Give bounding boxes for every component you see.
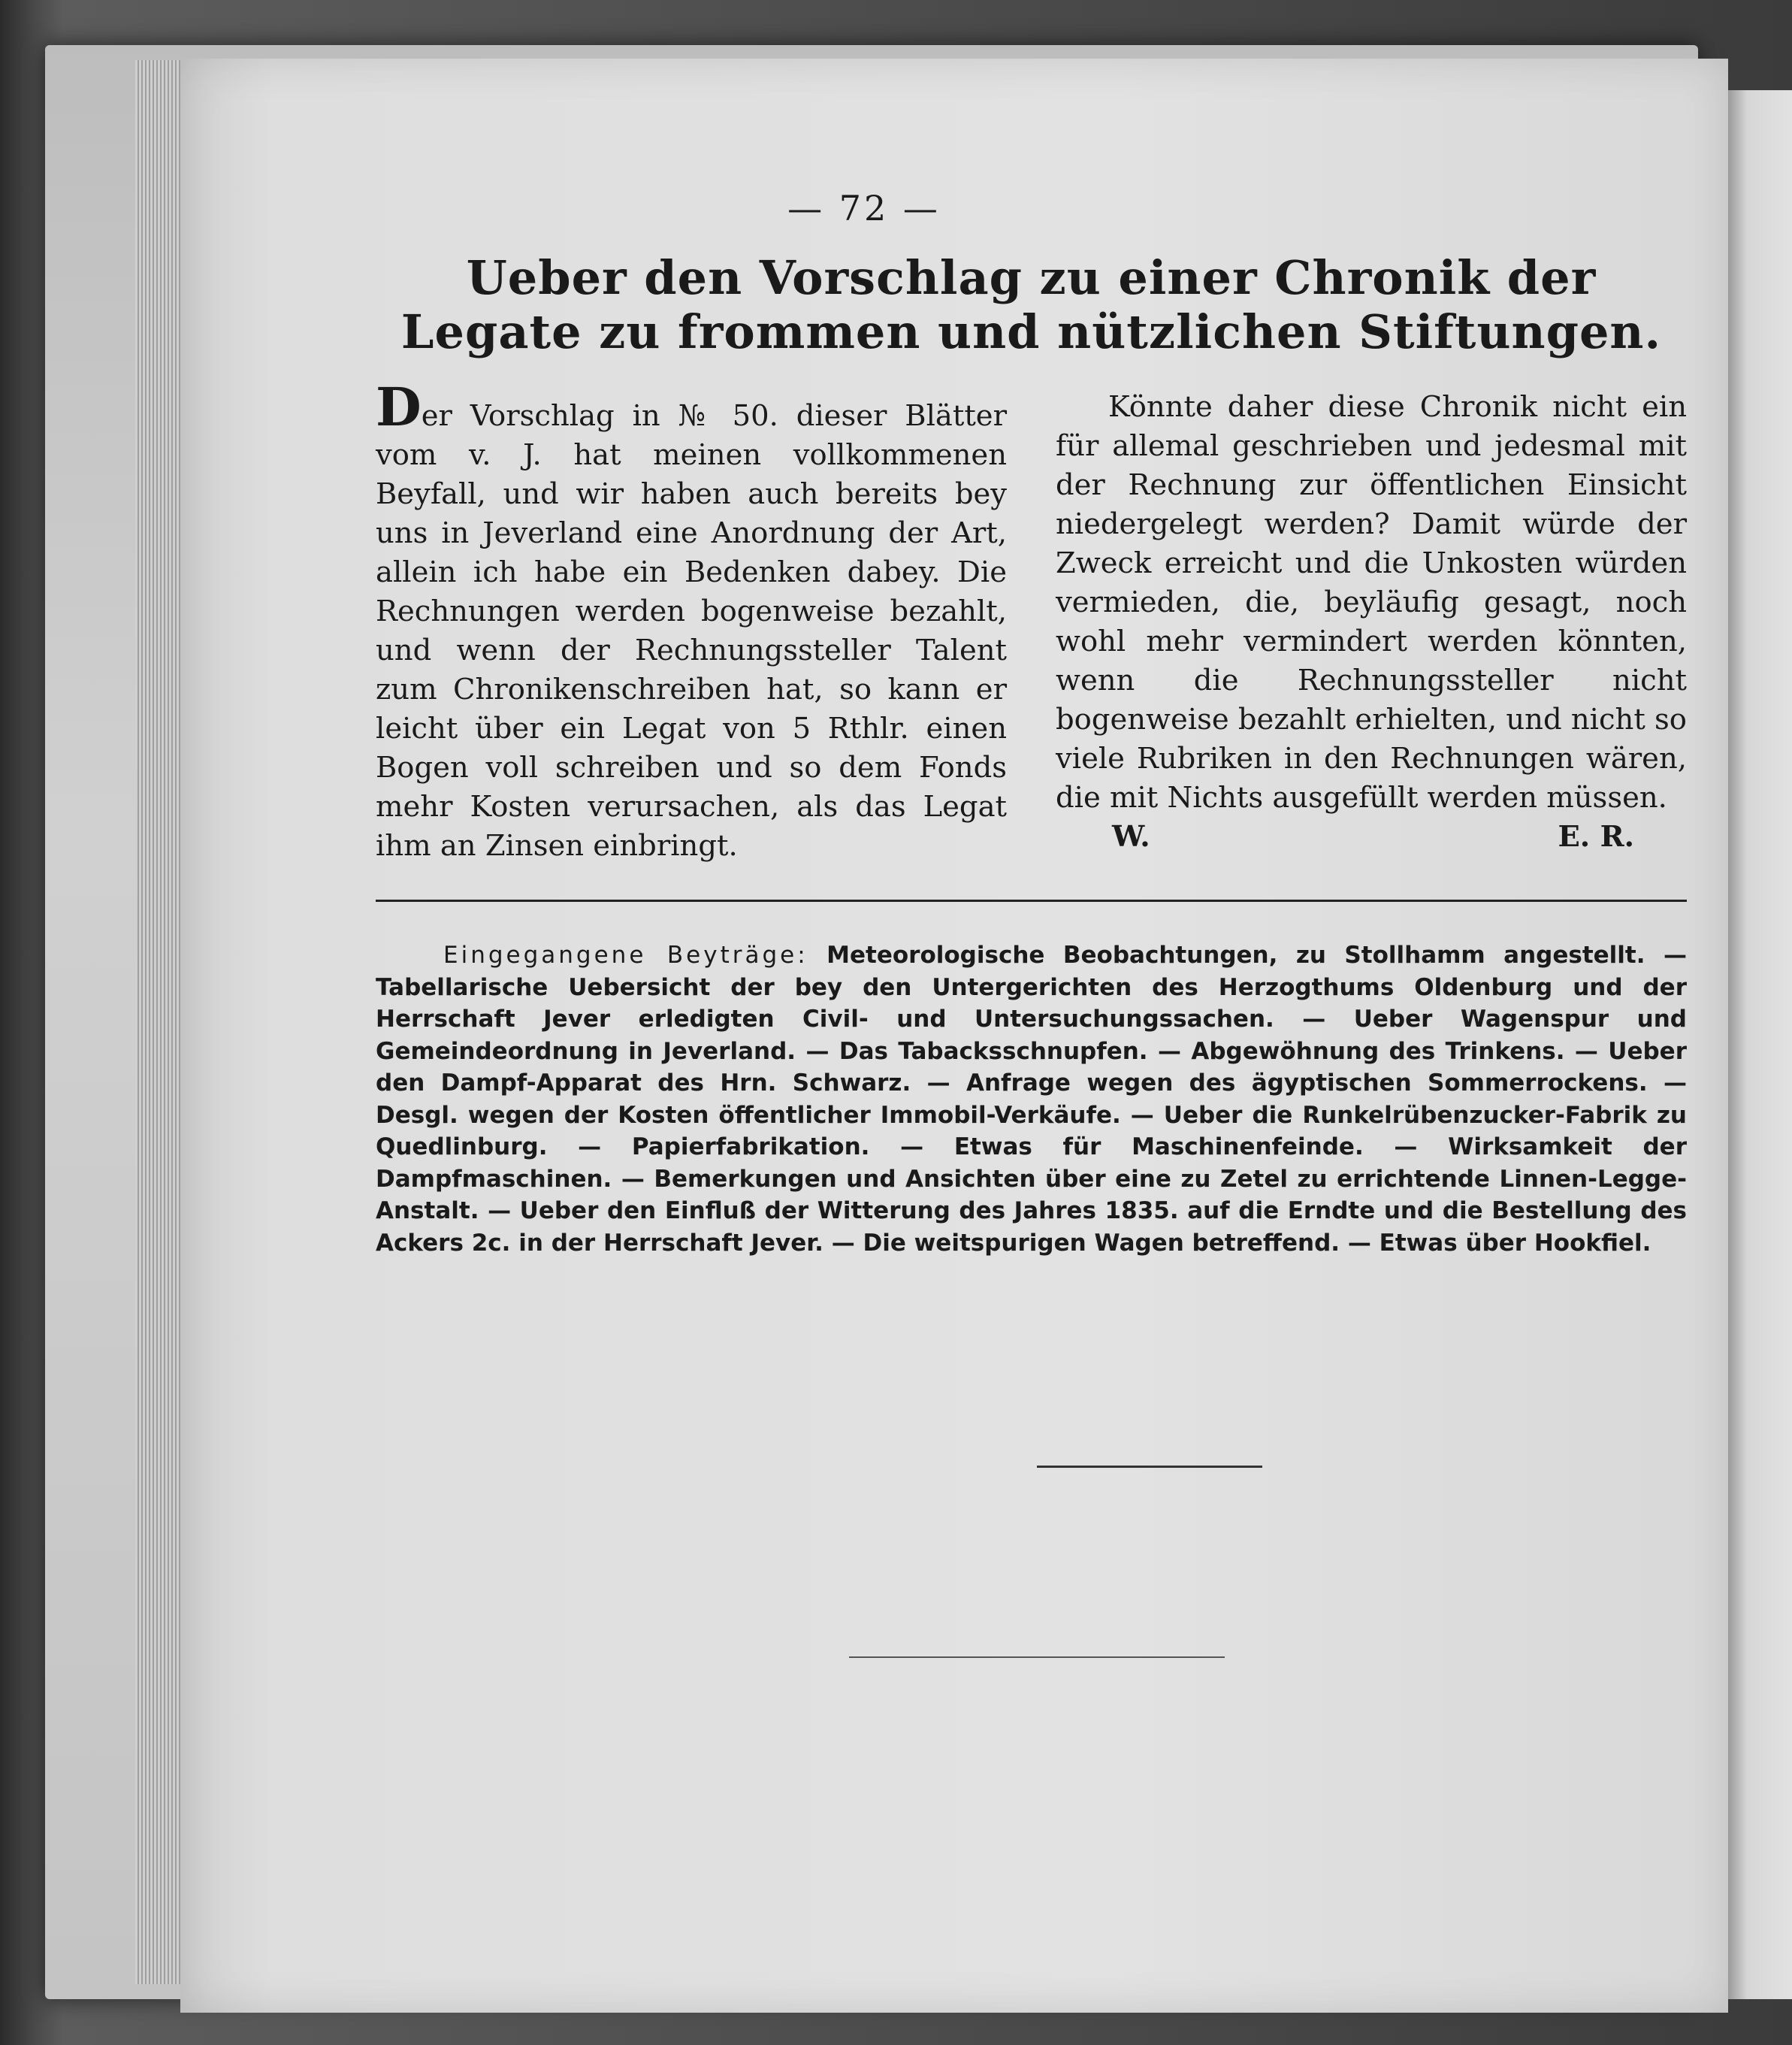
left-column: [376, 376, 1007, 866]
notice-text: Meteorologische Beobachtungen, zu Stollhamm angestellt. — Tabellarische Uebersicht der bey den Untergerichten des Herzogthums Oldenburg und der Herrschaft Jever erledigten Civil- und Untersuchungssachen. — Ueber Wagenspur und Gemeindeordnung in Jeverland. — Das Tabacksschnupfen. — Abgewöhnung des Trinkens. — Ueber den Dampf-Apparat des Hrn. Schwarz. — Anfrage wegen des ägyptischen Sommerrockens. — Desgl. wegen der Kosten öffentlicher Immobil-Verkäufe. — Ueber die Runkelrübenzucker-Fabrik zu Quedlinburg. — Papierfabrikation. — Etwas für Maschinenfeinde. — Wirksamkeit der Dampfmaschinen. — Bemerkungen und Ansichten über eine zu Zetel zu errichtende Linnen-Legge-Anstalt. — Ueber den Einfluß der Witterung des Jahres 1835. auf die Erndte und die Bestellung des Ackers 2c. in der Herrschaft Jever. — Die weitspurigen Wagen betreffend. — Etwas über Hookfiel.: [376, 942, 1687, 1257]
drop-cap: D: [376, 376, 422, 438]
section-divider: [376, 900, 1687, 902]
bleed-through-rule: [1037, 1466, 1262, 1468]
notice-lead: Eingegangene Beyträge:: [443, 942, 808, 969]
signature-row: [1056, 818, 1687, 857]
article-columns: [376, 376, 1687, 866]
signature-initial-right: E. R.: [1558, 820, 1634, 854]
page-number: — 72 —: [787, 188, 941, 228]
facing-page-edge: [1728, 90, 1792, 1999]
left-paragraph: [376, 376, 1007, 866]
page-stack-edges: [135, 60, 180, 1984]
article-title: Ueber den Vorschlag zu einer Chronik der Legate zu frommen und nützlichen Stiftungen.: [400, 250, 1662, 359]
right-column: [1056, 388, 1687, 866]
page-content: [376, 188, 1687, 1259]
right-paragraph: Könnte daher diese Chronik nicht ein für allemal geschrieben und jedesmal mit der Rechnung zur öffentlichen Einsicht niedergelegt werden? Damit würde der Zweck erreicht und die Unkosten würden vermieden, die, beyläufig gesagt, noch wohl mehr vermindert werden könnten, wenn die Rechnungssteller nicht bogenweise bezahlt erhielten, und nicht so viele Rubriken in den Rechnungen wären, die mit Nichts ausgefüllt werden müssen.: [1056, 390, 1687, 815]
contributions-notice: [376, 939, 1687, 1259]
left-paragraph-text: er Vorschlag in № 50. dieser Blätter vom v. J. hat meinen vollkommenen Beyfall, und wir haben auch bereits bey uns in Jeverland eine Anordnung der Art, allein ich habe ein Bedenken dabey. Die Rechnungen werden bogenweise bezahlt, und wenn der Rechnungssteller Talent zum Chronikenschreiben hat, so kann er leicht über ein Legat von 5 Rthlr. einen Bogen voll schreiben und so dem Fonds mehr Kosten verursachen, als das Legat ihm an Zinsen einbringt.: [376, 399, 1007, 863]
bleed-through-thin-rule: [849, 1656, 1225, 1658]
signature-initial-left: W.: [1112, 820, 1150, 854]
